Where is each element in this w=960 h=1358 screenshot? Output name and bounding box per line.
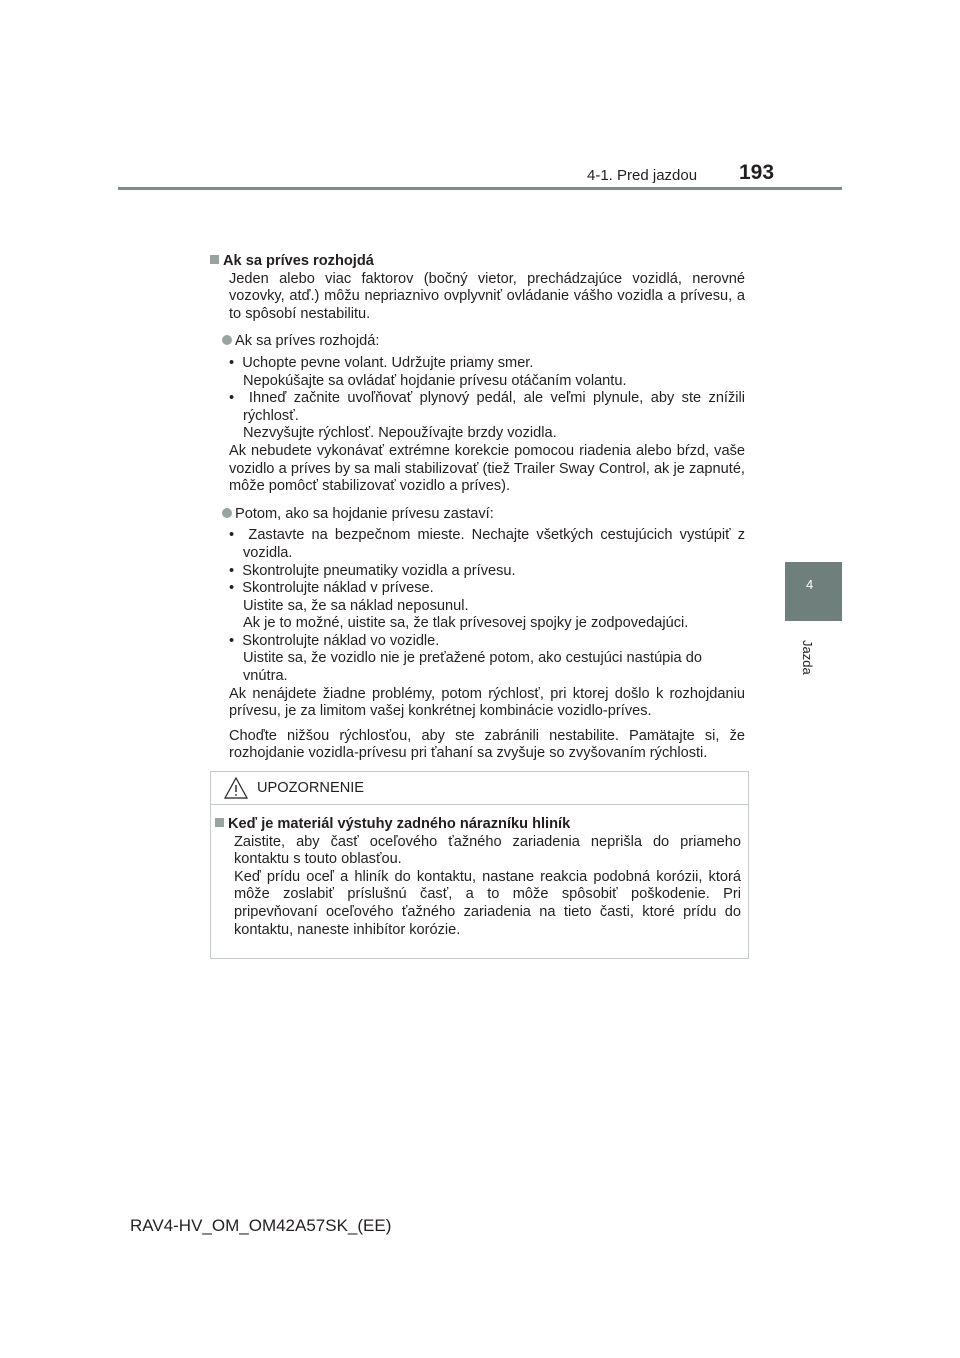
warning-text-1: Zaistite, aby časť oceľového ťažného zariadenia neprišla do priameho kontaktu s touto oblasťou. xyxy=(234,833,741,868)
bullet-2-note: Ak nenájdete žiadne problémy, potom rýchlosť, pri ktorej došlo k rozhojdaniu prívesu, je za limitom vašej konkrétnej kombinácie vozidlo-príves. xyxy=(229,685,745,720)
square-bullet-icon xyxy=(215,818,224,827)
list-item-cont: Nepokúšajte sa ovládať hojdanie prívesu otáčaním volantu. xyxy=(243,372,627,389)
circle-bullet-icon xyxy=(222,335,232,345)
warning-title: UPOZORNENIE xyxy=(257,780,365,796)
warning-header xyxy=(211,772,748,805)
list-item: • Uchopte pevne volant. Udržujte priamy smer. xyxy=(229,354,534,371)
document-code: RAV4-HV_OM_OM42A57SK_(EE) xyxy=(130,1216,392,1235)
bullet-heading-1: Ak sa príves rozhojdá: xyxy=(222,333,745,351)
header-rule xyxy=(118,187,842,190)
list-item-cont: Uistite sa, že sa náklad neposunul. xyxy=(243,597,469,614)
running-header-section: 4-1. Pred jazdou xyxy=(587,167,698,184)
square-bullet-icon xyxy=(210,255,219,264)
warning-heading: Keď je materiál výstuhy zadného nárazníku hliník xyxy=(215,816,741,834)
list-item-cont: Nezvyšujte rýchlosť. Nepoužívajte brzdy vozidla. xyxy=(243,425,557,442)
list-item: • Skontrolujte náklad vo vozidle. xyxy=(229,632,440,649)
list-item-cont: Ak je to možné, uistite sa, že tlak prívesovej spojky je zodpovedajúci. xyxy=(243,615,689,632)
chapter-tab xyxy=(785,562,842,621)
chapter-tab-number: 4 xyxy=(806,577,814,592)
bullet-heading-2: Potom, ako sa hojdanie prívesu zastaví: xyxy=(222,506,745,524)
warning-body xyxy=(215,816,741,939)
bullet-1-body xyxy=(229,355,745,496)
list-item: • Skontrolujte náklad v prívese. xyxy=(229,580,434,597)
section-intro: Jeden alebo viac faktorov (bočný vietor, prechádzajúce vozidlá, nerovné vozovky, atď.) môžu nepriaznivo ovplyvniť ovládanie vášho vozidla a prívesu, a to spôsobí nestabilitu. xyxy=(229,270,745,322)
page-number: 193 xyxy=(739,161,775,184)
list-item-cont: Uistite sa, že vozidlo nie je preťažené potom, ako cestujúci nastúpia do vnútra. xyxy=(243,650,702,685)
main-content xyxy=(210,253,745,763)
list-item: • Zastavte na bezpečnom mieste. Nechajte všetkých cestujúcich vystúpiť z vozidla. xyxy=(229,527,746,561)
bullet-1-note: Ak nebudete vykonávať extrémne korekcie pomocou riadenia alebo bŕzd, vaše vozidlo a príves by sa mali stabilizovať (tiež Trailer Sway Control, ak je zapnuté, môže pomôcť stabilizovať vozidlo a príves). xyxy=(229,442,745,495)
list-item: • Skontrolujte pneumatiky vozidla a prívesu. xyxy=(229,562,516,579)
circle-bullet-icon xyxy=(222,508,232,518)
warning-text-2: Keď prídu oceľ a hliník do kontaktu, nastane reakcia podobná korózii, ktorá môže zoslabiť príslušnú časť, a to môže spôsobiť poškodenie. Pri pripevňovaní oceľového ťažného zariadenia na tieto časti, ktoré prídu do kontaktu, naneste inhibítor korózie. xyxy=(234,868,741,938)
bullet-2-note-2: Choďte nižšou rýchlosťou, aby ste zabránili nestabilite. Pamätajte si, že rozhojdanie vozidla-prívesu pri ťahaní sa zvyšuje so zvyšovaním rýchlosti. xyxy=(229,727,745,762)
chapter-tab-label: Jazda xyxy=(800,640,815,675)
list-item: • Ihneď začnite uvoľňovať plynový pedál, ale veľmi plynule, aby ste znížili rýchlosť. xyxy=(229,390,746,424)
warning-box xyxy=(210,771,749,959)
bullet-2-body xyxy=(229,527,745,763)
warning-triangle-icon xyxy=(223,776,249,800)
section-heading: Ak sa príves rozhojdá xyxy=(210,253,745,271)
